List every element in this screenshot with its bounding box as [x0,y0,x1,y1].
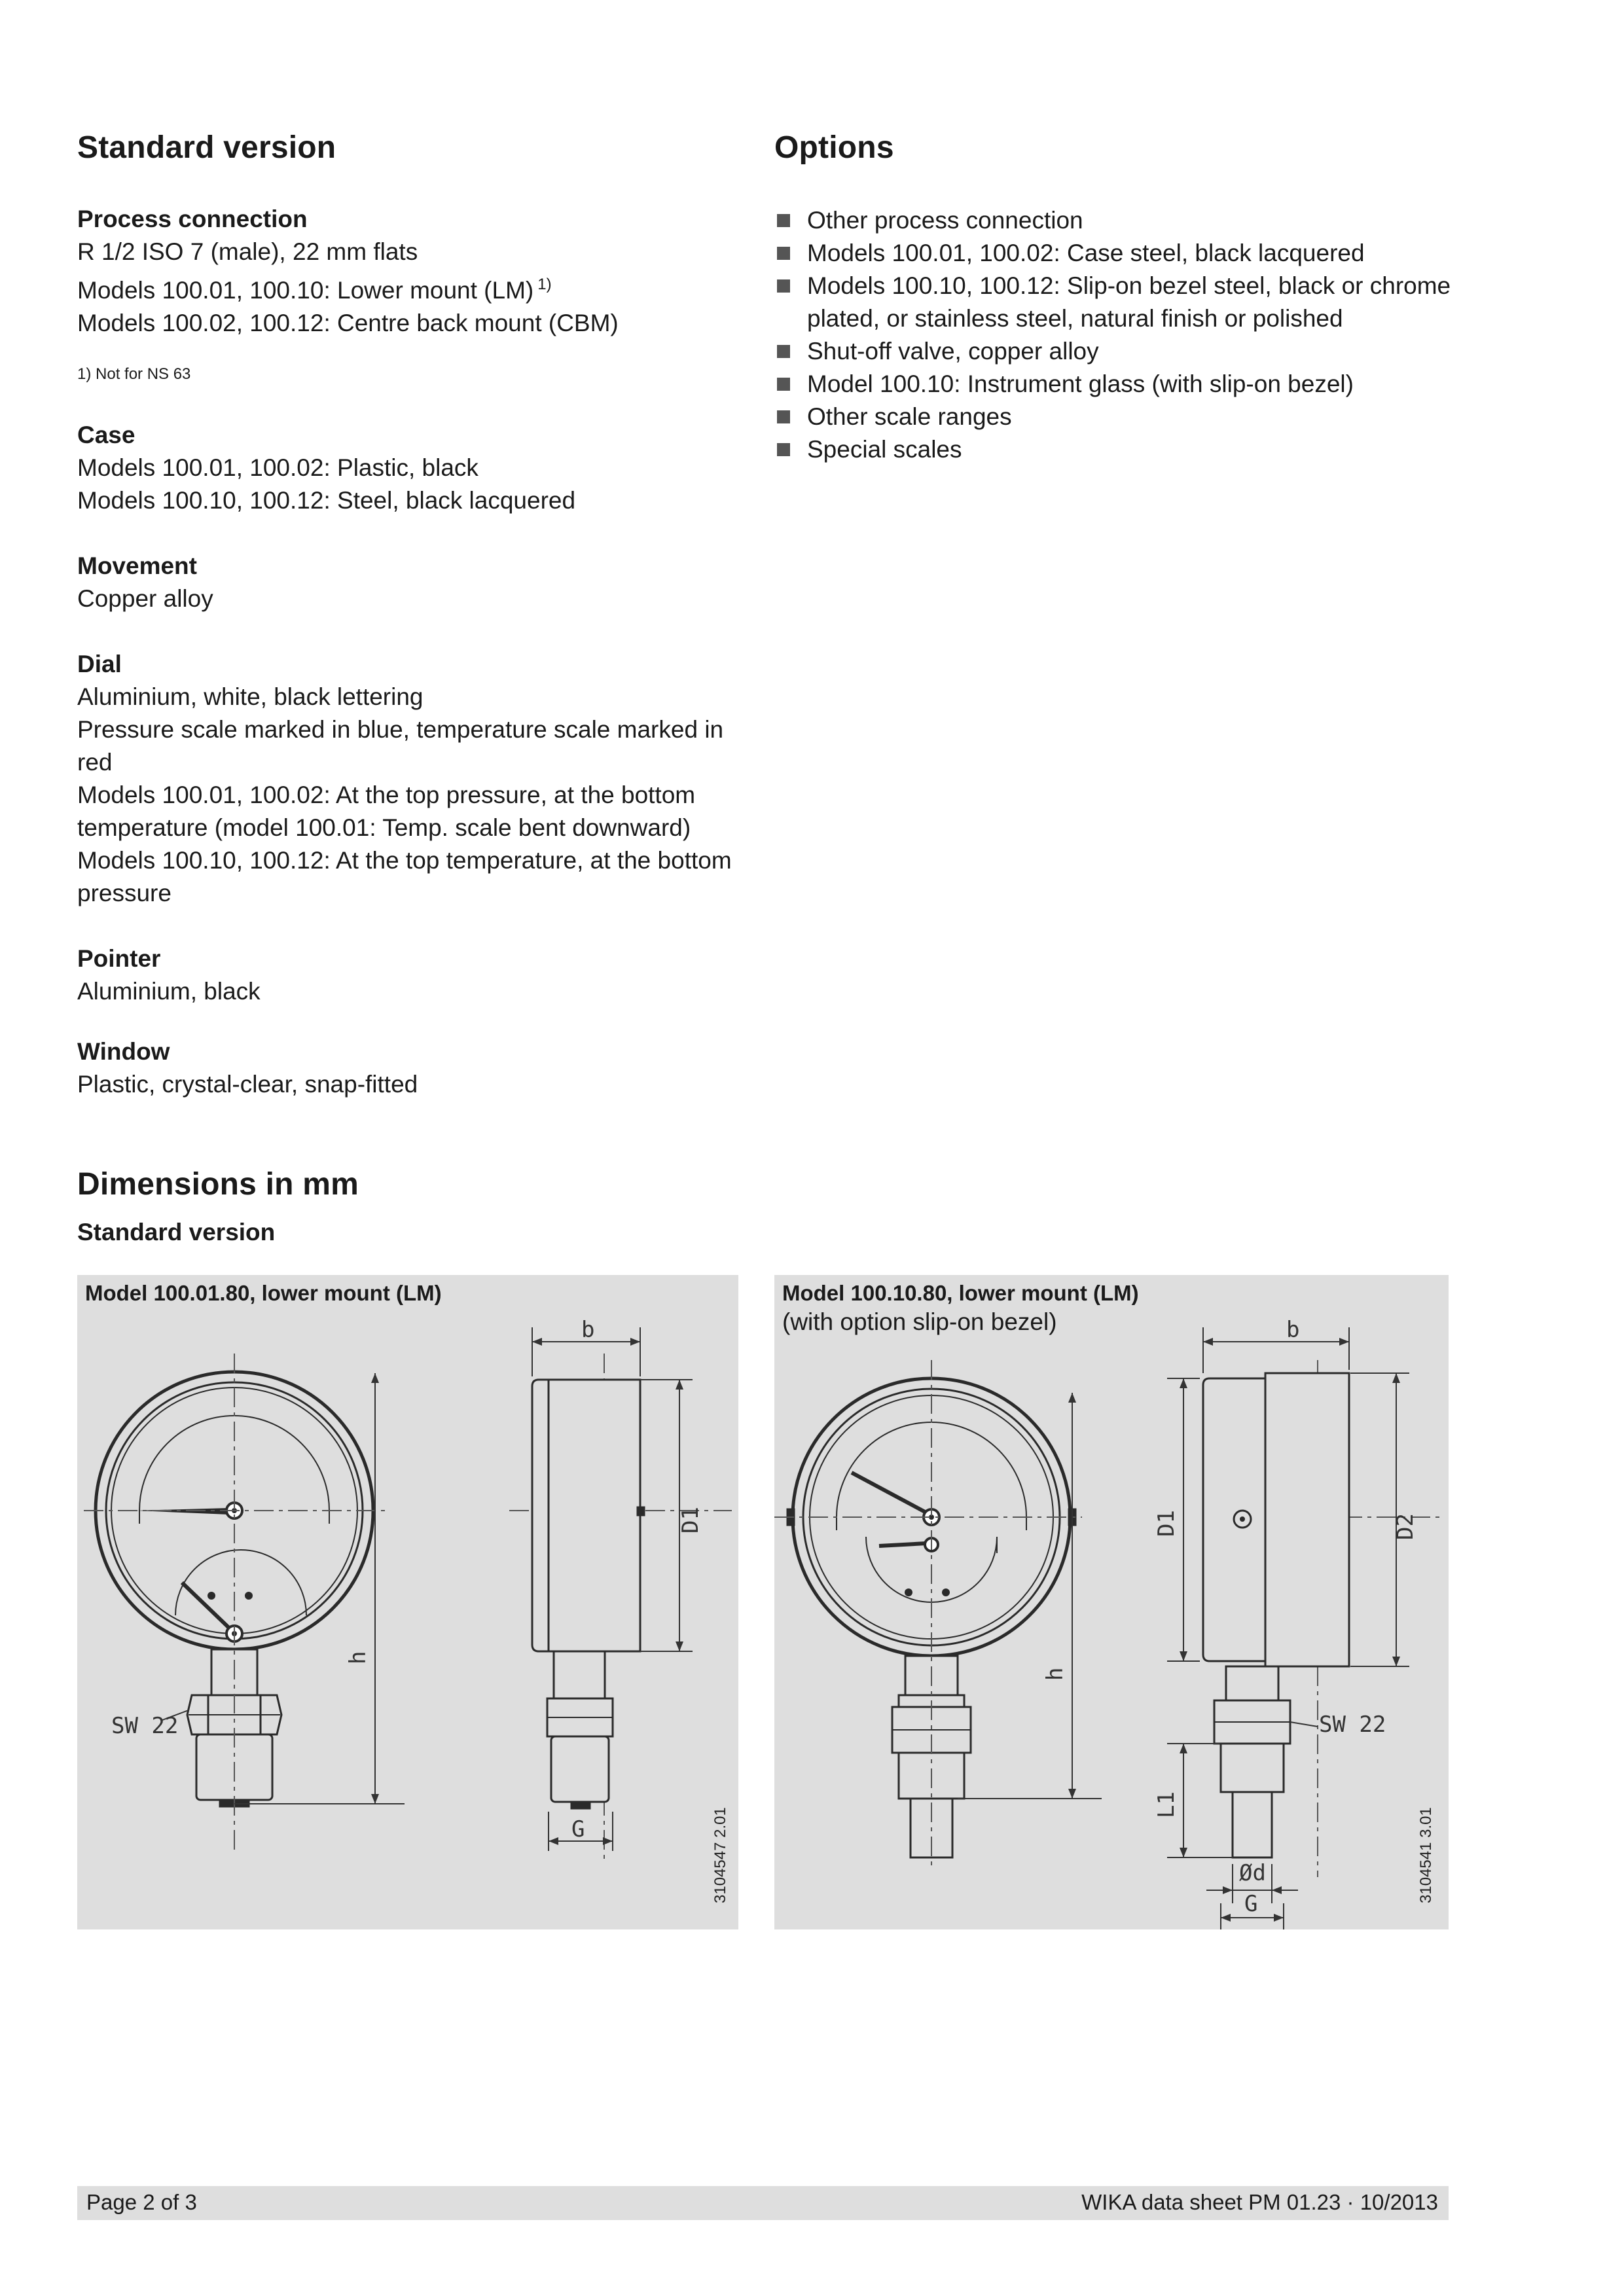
footnote: 1) Not for NS 63 [77,365,191,383]
option-text: Models 100.01, 100.02: Case steel, black lacquered [807,240,1365,266]
dial-line: Aluminium, white, black lettering [77,683,424,710]
window-line: Plastic, crystal-clear, snap-fitted [77,1071,418,1098]
pointer-block [77,942,745,1008]
dimensions-subtitle: Standard version [77,1219,276,1246]
page-number: Page 2 of 3 [86,2190,197,2214]
dim-label-d1: D1 [1153,1510,1180,1537]
dial-line: red [77,749,113,776]
dim-label-d1: D1 [677,1507,704,1534]
option-text: Other scale ranges [807,403,1012,430]
drawing-reference-number: 3104541 3.01 [1417,1807,1435,1903]
dim-label-h: h [1042,1667,1068,1681]
footnote-marker: 1) [537,276,552,293]
dial-block [77,648,745,910]
dim-label-b: b [1286,1317,1300,1343]
dim-label-l1: L1 [1153,1791,1180,1818]
dimensions-title: Dimensions in mm [77,1167,359,1202]
process-connection-line: Models 100.02, 100.12: Centre back mount (CBM) [77,310,619,336]
data-sheet-reference: WIKA data sheet PM 01.23 · 10/2013 [1081,2190,1438,2214]
standard-version-title: Standard version [77,130,336,165]
option-text: Other process connection [807,207,1083,234]
dim-label-h: h [345,1651,371,1664]
gauge-drawing-left [77,1275,738,1929]
dim-label-d2: D2 [1392,1513,1418,1540]
movement-heading: Movement [77,552,197,579]
panel-right-subtitle: (with option slip-on bezel) [782,1308,1057,1335]
option-text: Special scales [807,436,962,463]
square-bullet-icon [777,279,790,293]
dim-label-g: G [571,1816,585,1842]
case-line: Models 100.10, 100.12: Steel, black lacquered [77,487,576,514]
dial-line: Models 100.10, 100.12: At the top temperature, at the bottom [77,847,732,874]
panel-right-title: Model 100.10.80, lower mount (LM) [782,1281,1139,1305]
dim-label-sw: SW 22 [111,1713,179,1739]
list-item [774,401,1455,433]
process-connection-line: R 1/2 ISO 7 (male), 22 mm flats [77,238,418,265]
pointer-line: Aluminium, black [77,978,261,1005]
list-item [774,237,1455,270]
process-connection-line-text: Models 100.01, 100.10: Lower mount (LM) [77,277,534,304]
option-text: Model 100.10: Instrument glass (with slip-on bezel) [807,370,1354,397]
list-item [774,204,1455,237]
dim-label-b: b [581,1317,595,1343]
gauge-drawing-right [774,1275,1449,1929]
square-bullet-icon [777,247,790,260]
process-connection-block [77,203,745,340]
square-bullet-icon [777,443,790,456]
process-connection-line [77,268,745,307]
window-block [77,1035,745,1101]
square-bullet-icon [777,378,790,391]
option-text: Models 100.10, 100.12: Slip-on bezel steel, black or chrome plated, or stainless steel, natural finish or polished [807,272,1451,332]
dial-line: temperature (model 100.01: Temp. scale bent downward) [77,814,691,841]
dim-label-sw: SW 22 [1319,1712,1386,1738]
options-title: Options [774,130,894,165]
dial-line: pressure [77,880,171,906]
page-footer [77,2186,1449,2220]
option-text: Shut-off valve, copper alloy [807,338,1099,365]
dial-line: Models 100.01, 100.02: At the top pressure, at the bottom [77,781,696,808]
panel-left-title: Model 100.01.80, lower mount (LM) [85,1281,442,1305]
options-list [774,204,1455,466]
case-heading: Case [77,422,135,448]
movement-block [77,550,745,615]
dim-label-d: Ød [1239,1860,1266,1886]
drawing-panel-left [77,1275,738,1929]
drawing-reference-number: 3104547 2.01 [712,1807,729,1903]
dial-heading: Dial [77,651,122,677]
list-item [774,433,1455,466]
dimensions-subtitle-block [77,1216,745,1249]
pointer-heading: Pointer [77,945,161,972]
movement-line: Copper alloy [77,585,213,612]
case-block [77,419,745,517]
case-line: Models 100.01, 100.02: Plastic, black [77,454,478,481]
list-item [774,335,1455,368]
dim-label-g: G [1244,1891,1258,1917]
square-bullet-icon [777,345,790,358]
window-heading: Window [77,1038,170,1065]
list-item [774,270,1455,335]
square-bullet-icon [777,214,790,227]
square-bullet-icon [777,410,790,423]
drawing-panel-right [774,1275,1449,1929]
process-connection-heading: Process connection [77,206,308,232]
list-item [774,368,1455,401]
dial-line: Pressure scale marked in blue, temperature scale marked in [77,716,724,743]
